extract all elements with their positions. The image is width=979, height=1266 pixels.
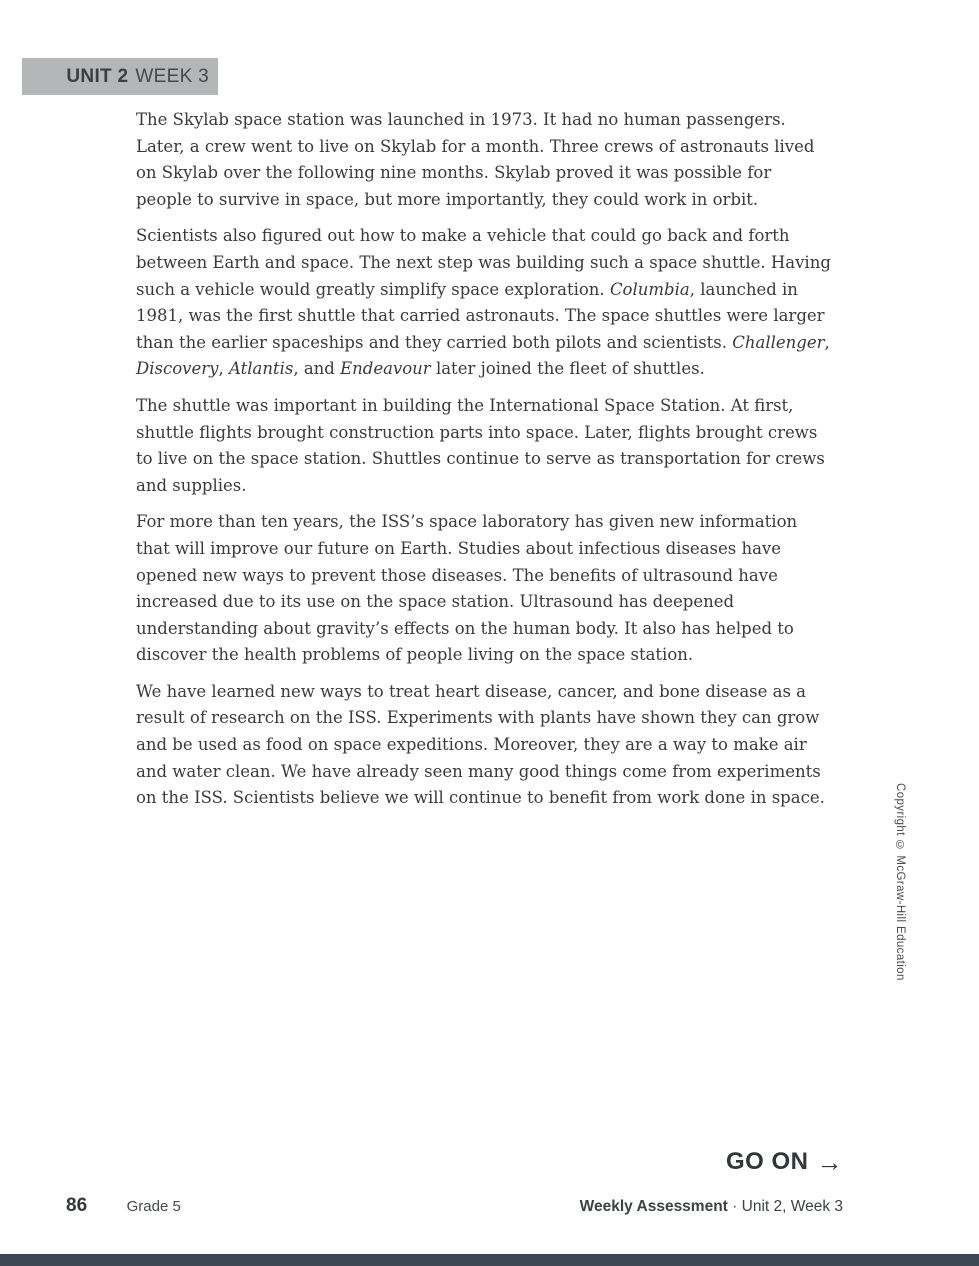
passage-line: Discovery, Atlantis, and Endeavour later joined the fleet of shuttles. — [136, 359, 705, 379]
unit-week-label: Unit 2, Week 3 — [741, 1198, 843, 1215]
passage-line: and supplies. — [136, 475, 247, 495]
bottom-bar — [0, 1254, 979, 1266]
passage-line: We have learned new ways to treat heart disease, cancer, and bone disease as a — [136, 681, 807, 701]
passage-line: on the ISS. Scientists believe we will continue to benefit from work done in space. — [136, 788, 825, 808]
grade-label: Grade 5 — [126, 1198, 181, 1215]
unit-week-badge — [22, 58, 218, 95]
passage-line: shuttle flights brought construction parts into space. Later, flights brought crews — [136, 422, 818, 442]
passage-line: For more than ten years, the ISS’s space laboratory has given new information — [136, 512, 798, 532]
passage-line: on Skylab over the following nine months. Skylab proved it was possible for — [136, 163, 772, 183]
paragraph — [136, 509, 831, 669]
passage — [136, 107, 831, 822]
go-on-directive — [726, 1148, 843, 1176]
passage-line: The shuttle was important in building the International Space Station. At first, — [136, 395, 794, 415]
passage-line: discover the health problems of people living on the space station. — [136, 645, 694, 665]
passage-line: The Skylab space station was launched in 1973. It had no human passengers. — [136, 110, 786, 129]
passage-line: between Earth and space. The next step was building such a space shuttle. Having — [136, 252, 831, 272]
page-footer — [66, 1195, 843, 1217]
passage-line: such a vehicle would greatly simplify space exploration. Columbia, launched in — [136, 279, 798, 299]
paragraph — [136, 107, 831, 213]
paragraph — [136, 393, 831, 499]
week-label: WEEK 3 — [135, 65, 209, 87]
passage-line: understanding about gravity’s effects on the human body. It also has helped to — [136, 618, 794, 638]
footer-right — [580, 1198, 843, 1216]
passage-line: and be used as food on space expeditions. Moreover, they are a way to make air — [136, 735, 807, 755]
page-number: 86 — [66, 1195, 88, 1216]
go-on-label: GO ON — [725, 1148, 809, 1175]
passage-line: result of research on the ISS. Experiments with plants have shown they can grow — [136, 708, 820, 728]
passage-line: Later, a crew went to live on Skylab for a month. Three crews of astronauts lived — [136, 136, 815, 156]
passage-line: than the earlier spaceships and they carried both pilots and scientists. Challenger, — [136, 332, 830, 352]
paragraph — [136, 223, 831, 383]
footer-left — [66, 1195, 181, 1217]
passage-line: opened new ways to prevent those diseases. The benefits of ultrasound have — [136, 565, 778, 585]
passage-line: and water clean. We have already seen many good things come from experiments — [136, 761, 821, 781]
passage-line: 1981, was the first shuttle that carried astronauts. The space shuttles were larger — [136, 306, 825, 326]
paragraph — [136, 679, 831, 812]
passage-line: Scientists also figured out how to make a vehicle that could go back and forth — [136, 226, 790, 246]
copyright-sidebar: Copyright © McGraw-Hill Education — [894, 783, 906, 981]
unit-label: UNIT 2 — [66, 65, 129, 87]
footer-separator: · — [727, 1198, 742, 1215]
passage-line: people to survive in space, but more importantly, they could work in orbit. — [136, 189, 759, 209]
passage-line: that will improve our future on Earth. Studies about infectious diseases have — [136, 538, 782, 558]
passage-line: increased due to its use on the space station. Ultrasound has deepened — [136, 592, 735, 612]
right-arrow-icon: → — [816, 1147, 843, 1177]
passage-line: to live on the space station. Shuttles continue to serve as transportation for crews — [136, 449, 825, 469]
assessment-title: Weekly Assessment — [579, 1198, 728, 1215]
